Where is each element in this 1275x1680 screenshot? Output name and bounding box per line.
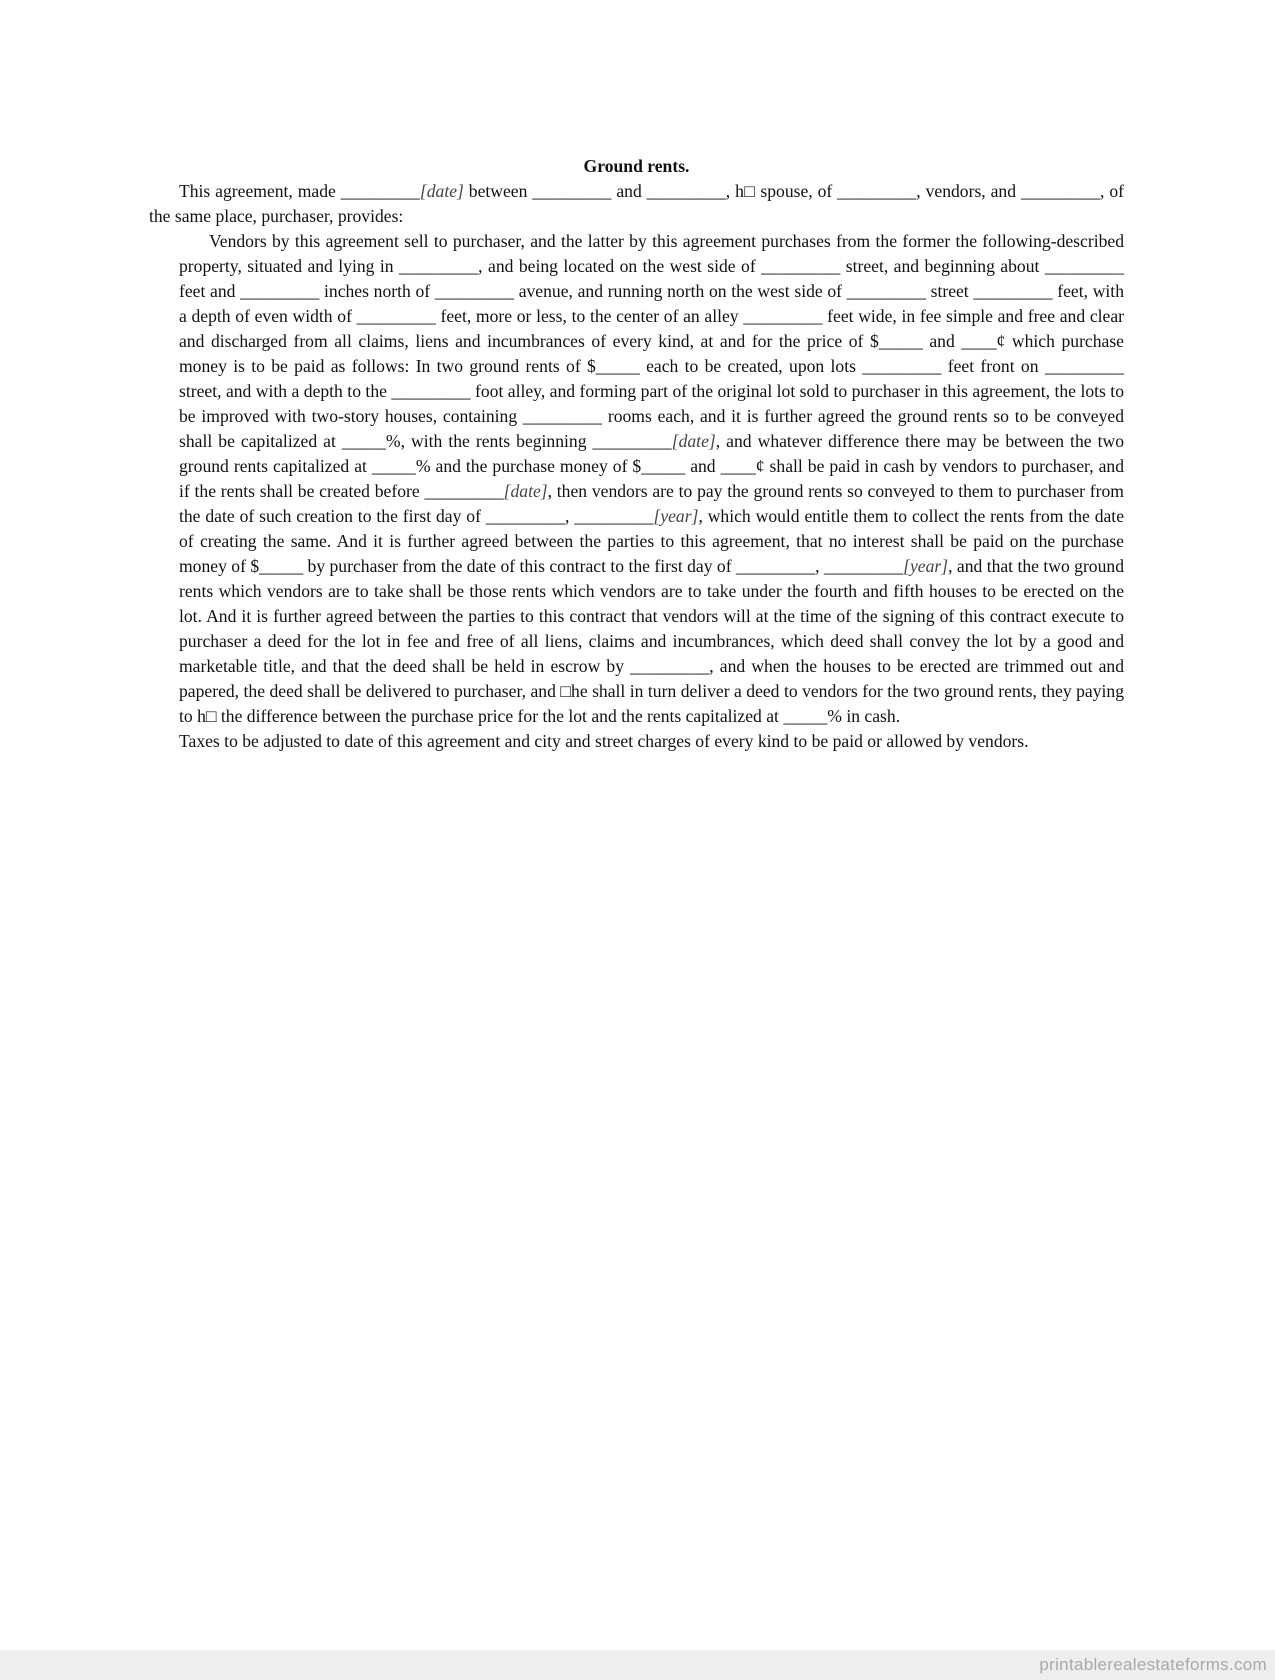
text-run: , and that the two ground rents which vendors are to take shall be those rents which vendors are to take under the fourth and fifth houses to be erected on the lot. And it is further agreed between the parties to this contract that vendors will at the time of the signing of this contract execute to purchaser a deed for the lot in fee and free of all liens, claims and incumbrances, which deed shall convey the lot by a good and marketable title, and that the deed shall be held in escrow by _________, and when the houses to be erected are trimmed out and papered, the deed shall be delivered to purchaser, and □he shall in turn deliver a deed to vendors for the two ground rents, they paying to h□ the difference between the purchase price for the lot and the rents capitalized at _____% in cash. xyxy=(179,556,1124,726)
paragraph-terms xyxy=(179,229,1124,729)
date-placeholder: [date] xyxy=(503,481,548,501)
paragraph-taxes xyxy=(149,729,1124,754)
document-title: Ground rents. xyxy=(583,156,690,176)
text-run: , then vendors are to pay the ground rents so conveyed to them to purchaser from the date of such creation to the first day of _________, _________ xyxy=(179,481,1124,526)
paragraph-intro xyxy=(149,179,1124,229)
text-run: Taxes to be adjusted to date of this agreement and city and street charges of every kind to be paid or allowed by vendors. xyxy=(179,731,1029,751)
text-run: between _________ and _________, h□ spouse, of _________, vendors, and _________, of the same place, purchaser, provides: xyxy=(149,181,1124,226)
year-placeholder: [year] xyxy=(653,506,699,526)
text-run: This agreement, made _________ xyxy=(179,181,420,201)
text-run: , and whatever difference there may be between the two ground rents capitalized at _____% and the purchase money of $_____ and ____¢ shall be paid in cash by vendors to purchaser, and if the rents shall be created before _________ xyxy=(179,431,1124,501)
text-run: Vendors by this agreement sell to purchaser, and the latter by this agreement purchases from the former the following-described property, situated and lying in _________, and being located on the west side of _________ street, and beginning about _________ feet and _________ inches north of _________ avenue, and running north on the west side of _________ street _________ feet, with a depth of even width of _________ feet, more or less, to the center of an alley _________ feet wide, in fee simple and free and clear and discharged from all claims, liens and incumbrances of every kind, at and for the price of $_____ and ____¢ which purchase money is to be paid as follows: In two ground rents of $_____ each to be created, upon lots _________ feet front on _________ street, and with a depth to the _________ foot alley, and forming part of the original lot sold to purchaser in this agreement, the lots to be improved with two-story houses, containing _________ rooms each, and it is further agreed the ground rents so to be conveyed shall be capitalized at _____%, with the rents beginning _________ xyxy=(179,231,1124,451)
date-placeholder: [date] xyxy=(671,431,716,451)
watermark-text: printablerealestateforms.com xyxy=(1039,1655,1267,1674)
date-placeholder: [date] xyxy=(419,181,464,201)
footer-bar xyxy=(0,1650,1275,1680)
year-placeholder: [year] xyxy=(903,556,949,576)
document-body xyxy=(149,154,1124,754)
text-run: , which would entitle them to collect the rents from the date of creating the same. And it is further agreed between the parties to this agreement, that no interest shall be paid on the purchase money of $_____ by purchaser from the date of this contract to the first day of _________, _________ xyxy=(179,506,1125,576)
